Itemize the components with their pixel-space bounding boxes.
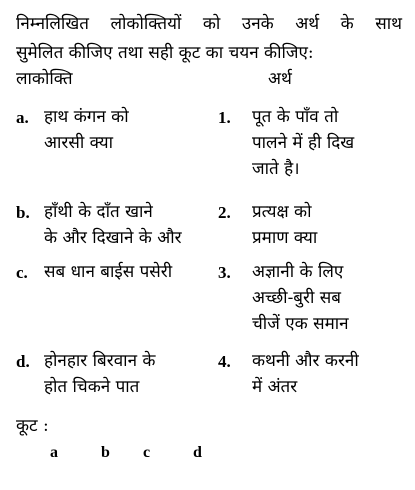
meaning-4: कथनी और करनी में अंतर [252, 351, 359, 397]
meaning-number-3: 3. [218, 263, 231, 282]
meaning-number-4: 4. [218, 352, 231, 371]
question-line-2: सुमेलित कीजिए तथा सही कूट का चयन कीजिए: [16, 43, 314, 63]
meaning-number-2: 2. [218, 203, 231, 222]
column-header-meaning: अर्थ [268, 69, 292, 89]
proverb-b: हाँथी के दाँत खाने के और दिखाने के और [44, 202, 182, 248]
koot-option-a: a [50, 444, 58, 461]
column-header-proverb: लाकोक्ति [16, 69, 73, 89]
row-label-a: a. [16, 108, 29, 127]
koot-option-c: c [143, 444, 151, 461]
row-label-d: d. [16, 352, 30, 371]
meaning-1: पूत के पाँव तो पालने में ही दिख जाते है। [252, 107, 355, 179]
proverb-d: होनहार बिरवान के होत चिकने पात [44, 351, 156, 397]
meaning-2: प्रत्यक्ष को प्रमाण क्या [252, 202, 318, 248]
row-label-b: b. [16, 203, 30, 222]
meaning-3: अज्ञानी के लिए अच्छी-बुरी सब चीजें एक समान [252, 262, 349, 334]
question-line-1: निम्नलिखित लोकोक्तियों को उनके अर्थ के साथ [16, 14, 402, 34]
proverb-c: सब धान बाईस पसेरी [44, 262, 173, 282]
koot-label: कूट : [16, 416, 49, 436]
proverb-a: हाथ कंगन को आरसी क्या [44, 107, 129, 153]
koot-option-b: b [101, 444, 110, 461]
meaning-number-1: 1. [218, 108, 231, 127]
row-label-c: c. [16, 263, 28, 282]
koot-option-d: d [193, 444, 202, 461]
